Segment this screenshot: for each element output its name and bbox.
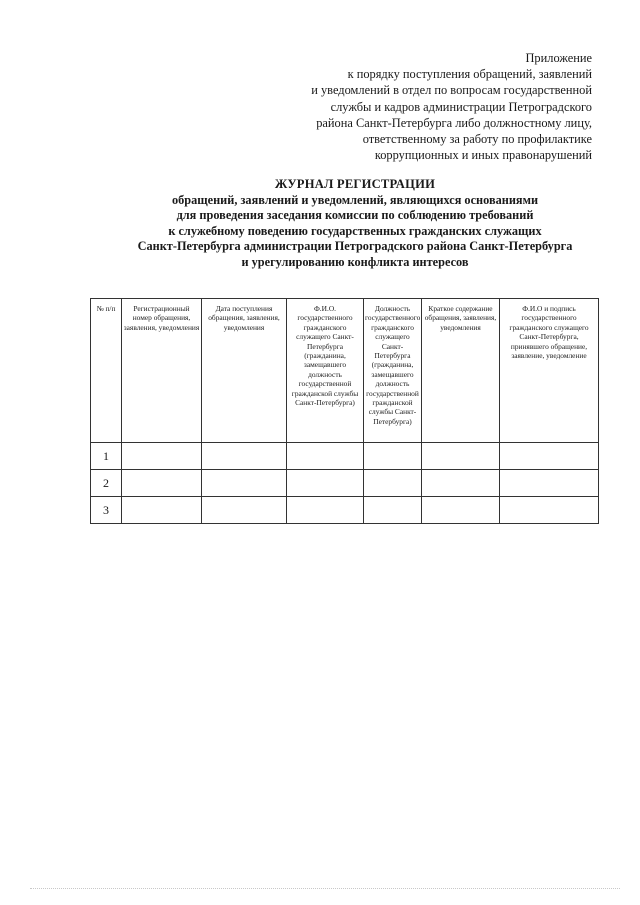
table-cell <box>364 470 422 497</box>
table-cell <box>500 470 599 497</box>
column-header-number: № п/п <box>91 299 122 443</box>
table-cell <box>422 470 500 497</box>
table-cell <box>364 497 422 524</box>
row-number: 2 <box>91 470 122 497</box>
journal-subtitle-line: к служебному поведению государственных гражданских служащих <box>168 223 542 238</box>
appendix-line: к порядку поступления обращений, заявлений <box>347 67 592 82</box>
table-cell <box>422 497 500 524</box>
column-header-position: Должность государственного гражданского служащего Санкт-Петербурга (гражданина, замещавшего должность государственной гражданской службы Санкт-Петербурга) <box>364 299 422 443</box>
scan-edge-line <box>30 888 620 889</box>
table-cell <box>122 497 202 524</box>
journal-subtitle-line: Санкт-Петербурга администрации Петроградского района Санкт-Петербурга <box>137 239 573 254</box>
table-cell <box>202 497 287 524</box>
journal-subtitle-line: и урегулированию конфликта интересов <box>241 254 469 269</box>
appendix-line: коррупционных и иных правонарушений <box>374 148 592 163</box>
table-cell <box>202 470 287 497</box>
appendix-line: Приложение <box>525 51 592 65</box>
table-row <box>91 443 599 470</box>
table-cell <box>287 497 364 524</box>
row-number: 1 <box>91 443 122 470</box>
column-header-summary: Краткое содержание обращения, заявления, уведомления <box>422 299 500 443</box>
appendix-line: района Санкт-Петербурга либо должностному лицу, <box>316 115 592 130</box>
column-header-receiver: Ф.И.О и подпись государственного гражданского служащего Санкт-Петербурга, принявшего обращение, заявление, уведомление <box>500 299 599 443</box>
table-cell <box>287 470 364 497</box>
table-header-row <box>91 299 599 443</box>
registration-table <box>90 298 599 524</box>
column-header-fullname: Ф.И.О. государственного гражданского служащего Санкт-Петербурга (гражданина, замещавшего должность государственной гражданской службы Санкт-Петербурга) <box>287 299 364 443</box>
journal-heading <box>60 177 640 271</box>
row-number: 3 <box>91 497 122 524</box>
table-cell <box>202 443 287 470</box>
table-cell <box>422 443 500 470</box>
table-row <box>91 497 599 524</box>
appendix-line: и уведомлений в отдел по вопросам государственной <box>311 83 592 98</box>
table-row <box>91 470 599 497</box>
column-header-reg-number: Регистрационный номер обращения, заявления, уведомления <box>122 299 202 443</box>
journal-title: ЖУРНАЛ РЕГИСТРАЦИИ <box>274 177 436 191</box>
table-cell <box>287 443 364 470</box>
table-cell <box>500 443 599 470</box>
journal-subtitle-line: обращений, заявлений и уведомлений, являющихся основаниями <box>171 192 539 207</box>
appendix-block <box>232 50 592 163</box>
appendix-line: ответственному за работу по профилактике <box>362 132 592 147</box>
table-cell <box>122 470 202 497</box>
journal-subtitle-line: для проведения заседания комиссии по соблюдению требований <box>176 208 534 223</box>
appendix-line: службы и кадров администрации Петроградского <box>330 99 592 114</box>
column-header-date: Дата поступления обращения, заявления, уведомления <box>202 299 287 443</box>
table-cell <box>364 443 422 470</box>
table-cell <box>500 497 599 524</box>
table-cell <box>122 443 202 470</box>
